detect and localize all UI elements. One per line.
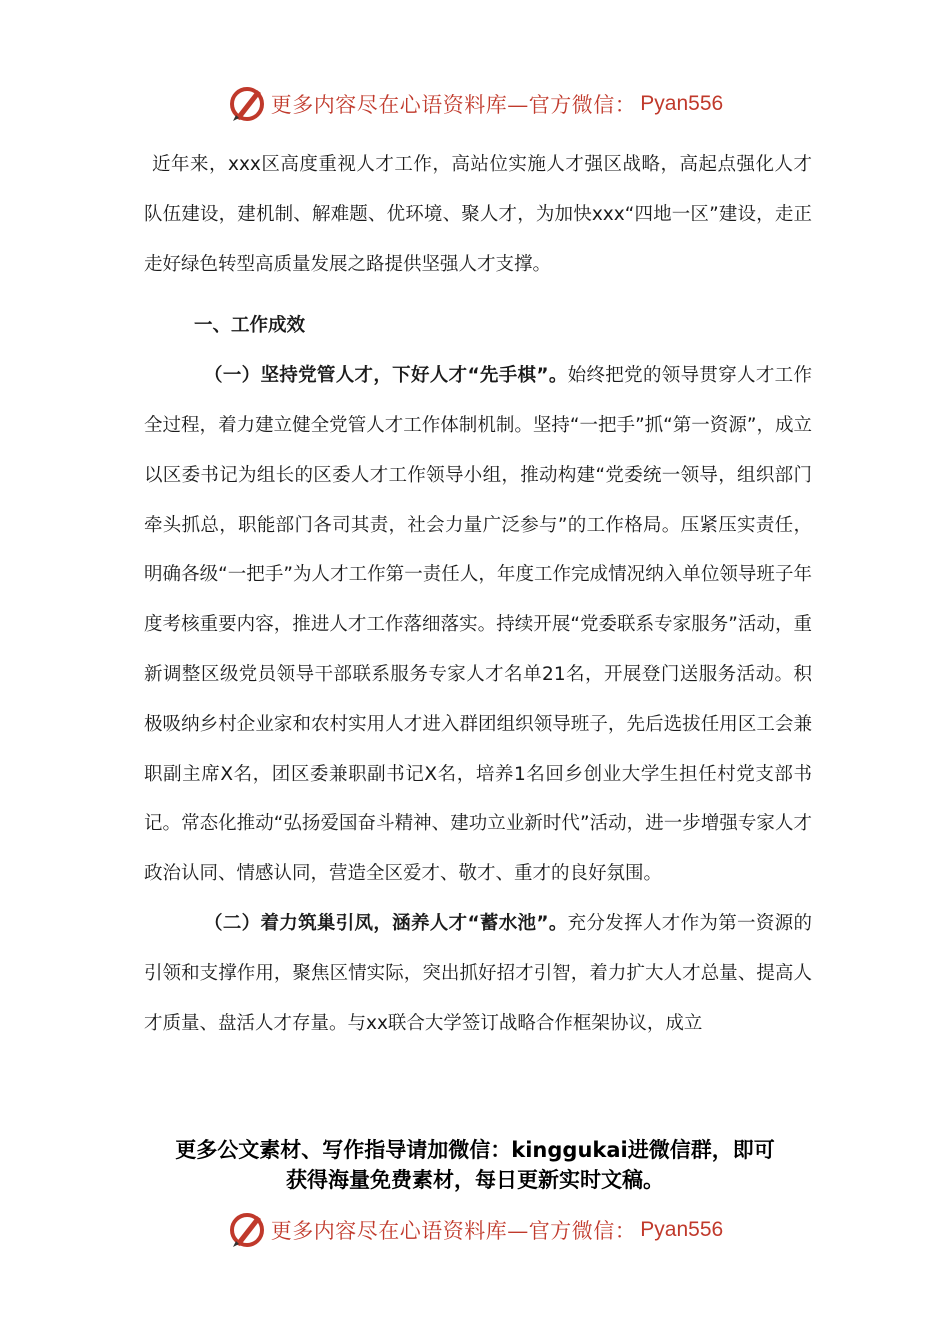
footer-banner-text: 更多内容尽在心语资料库—官方微信： [270,1219,637,1243]
footer-watermark-banner [0,1208,950,1252]
item-1-lead: （一）坚持党管人才，下好人才“先手棋”。 [204,365,568,387]
intro-paragraph: 近年来，xxx区高度重视人才工作，高站位实施人才强区战略，高起点强化人才队伍建设，建机制、解难题、优环境、聚人才，为加快xxx“四地一区”建设，走正走好绿色转型高质量发展之路提供坚强人才支撑。 [144,154,812,275]
promo-line-1: 更多公文素材、写作指导请加微信：kinggukai进微信群，即可 [175,1138,775,1162]
footer-wechat-id: Pyan556 [640,1218,724,1241]
pen-logo-icon [227,84,267,124]
promo-notice [0,1135,950,1195]
paragraph-item-1 [144,351,812,899]
promo-line-2: 获得海量免费素材，每日更新实时文稿。 [286,1168,664,1192]
section-heading: 一、工作成效 [194,315,306,337]
header-watermark-banner [0,82,950,126]
item-1-body: 始终把党的领导贯穿人才工作全过程，着力建立健全党管人才工作体制机制。坚持“一把手”抓“第一资源”，成立以区委书记为组长的区委人才工作领导小组，推动构建“党委统一领导，组织部门牵头抓总，职能部门各司其责，社会力量广泛参与”的工作格局。压紧压实责任，明确各级“一把手”为人才工作第一责任人，年度工作完成情况纳入单位领导班子年度考核重要内容，推进人才工作落细落实。持续开展“党委联系专家服务”活动，重新调整区级党员领导干部联系服务专家人才名单21名，开展登门送服务活动。积极吸纳乡村企业家和农村实用人才进入群团组织领导班子，先后选拔任用区工会兼职副主席X名，团区委兼职副书记X名，培养1名回乡创业大学生担任村党支部书记。常态化推动“弘扬爱国奋斗精神、建功立业新时代”活动，进一步增强专家人才政治认同、情感认同，营造全区爱才、敬才、重才的良好氛围。 [144,365,812,885]
pen-logo-icon [227,1210,267,1250]
header-banner-text: 更多内容尽在心语资料库—官方微信： [270,93,637,117]
header-wechat-id: Pyan556 [640,92,724,115]
document-body [144,140,812,1048]
paragraph-item-2 [144,899,812,1048]
item-2-body: 充分发挥人才作为第一资源的引领和支撑作用，聚焦区情实际，突出抓好招才引智，着力扩大人才总量、提高人才质量、盘活人才存量。与xx联合大学签订战略合作框架协议，成立 [144,912,812,1034]
item-2-lead: （二）着力筑巢引凤，涵养人才“蓄水池”。 [204,912,568,934]
